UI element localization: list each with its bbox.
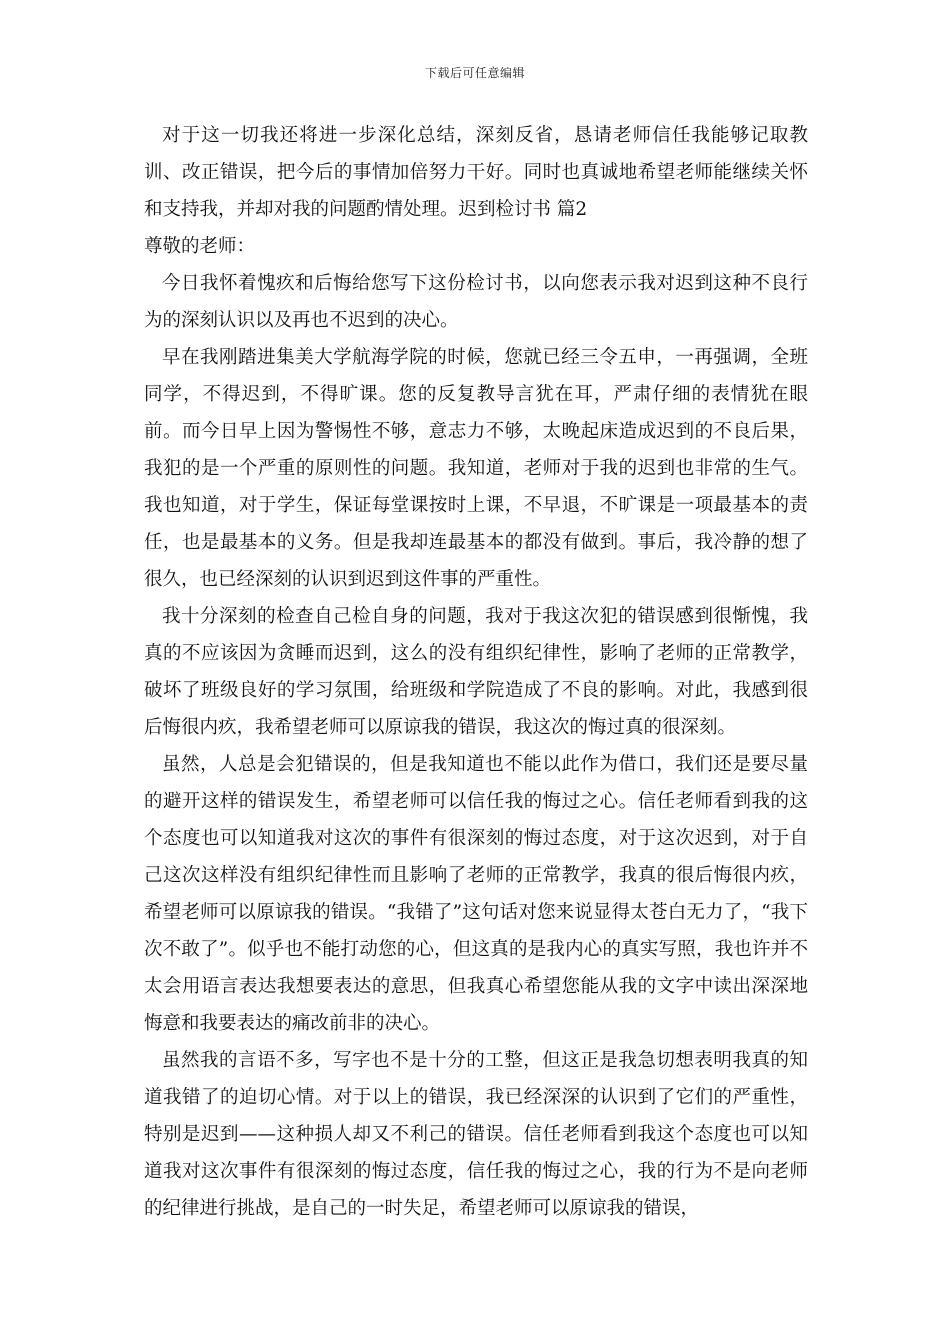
paragraph-closing-summary: 对于这一切我还将进一步深化总结，深刻反省，恳请老师信任我能够记取教训、改正错误，把今后的事情加倍努力干好。同时也真诚地希望老师能继续关怀和支持我，并却对我的问题酌情处理。迟到检讨书 篇2 xyxy=(144,125,808,220)
paragraph-self-examination: 我十分深刻的检查自己检自身的问题，我对于我这次犯的错误感到很惭愧，我真的不应该因为贪睡而迟到，这么的没有组织纪律性，影响了老师的正常教学，破坏了班级良好的学习氛围，给班级和学院造成了不良的影响。对此，我感到很后悔很内疚，我希望老师可以原谅我的错误，我这次的悔过真的很深刻。 xyxy=(144,606,808,738)
paragraph-commitment: 虽然我的言语不多，写字也不是十分的工整，但这正是我急切想表明我真的知道我错了的迫切心情。对于以上的错误，我已经深深的认识到了它们的严重性，特别是迟到——这种损人却又不利己的错误。信任老师看到我这个态度也可以知道我对这次事件有很深刻的悔过态度，信任我的悔过之心，我的行为不是向老师的纪律进行挑战，是自己的一时失足，希望老师可以原谅我的错误， xyxy=(144,1050,808,1219)
document-body xyxy=(144,117,808,1227)
paragraph-intro: 今日我怀着愧疚和后悔给您写下这份检讨书，以向您表示我对迟到这种不良行为的深刻认识以及再也不迟到的决心。 xyxy=(144,273,808,331)
page-header: 下载后可任意编辑 xyxy=(424,66,525,80)
paragraph-background: 早在我刚踏进集美大学航海学院的时候，您就已经三令五申，一再强调，全班同学，不得迟到，不得旷课。您的反复教导言犹在耳，严肃仔细的表情犹在眼前。而今日早上因为警惕性不够，意志力不够，太晚起床造成迟到的不良后果，我犯的是一个严重的原则性的问题。我知道，老师对于我的迟到也非常的生气。我也知道，对于学生，保证每堂课按时上课，不早退，不旷课是一项最基本的责任，也是最基本的义务。但是我却连最基本的都没有做到。事后，我冷静的想了很久，也已经深刻的认识到迟到这件事的严重性。 xyxy=(144,347,808,590)
paragraph-apology: 虽然，人总是会犯错误的，但是我知道也不能以此作为借口，我们还是要尽量的避开这样的错误发生，希望老师可以信任我的悔过之心。信任老师看到我的这个态度也可以知道我对这次的事件有很深刻的悔过态度，对于这次迟到，对于自己这次这样没有组织纪律性而且影响了老师的正常教学，我真的很后悔很内疚，希望老师可以原谅我的错误。“我错了”这句话对您来说显得太苍白无力了，“我下次不敢了”。似乎也不能打动您的心，但这真的是我内心的真实写照，我也许并不太会用语言表达我想要表达的意思，但我真心希望您能从我的文字中读出深深地悔意和我要表达的痛改前非的决心。 xyxy=(144,754,808,1034)
salutation: 尊敬的老师： xyxy=(144,236,256,257)
